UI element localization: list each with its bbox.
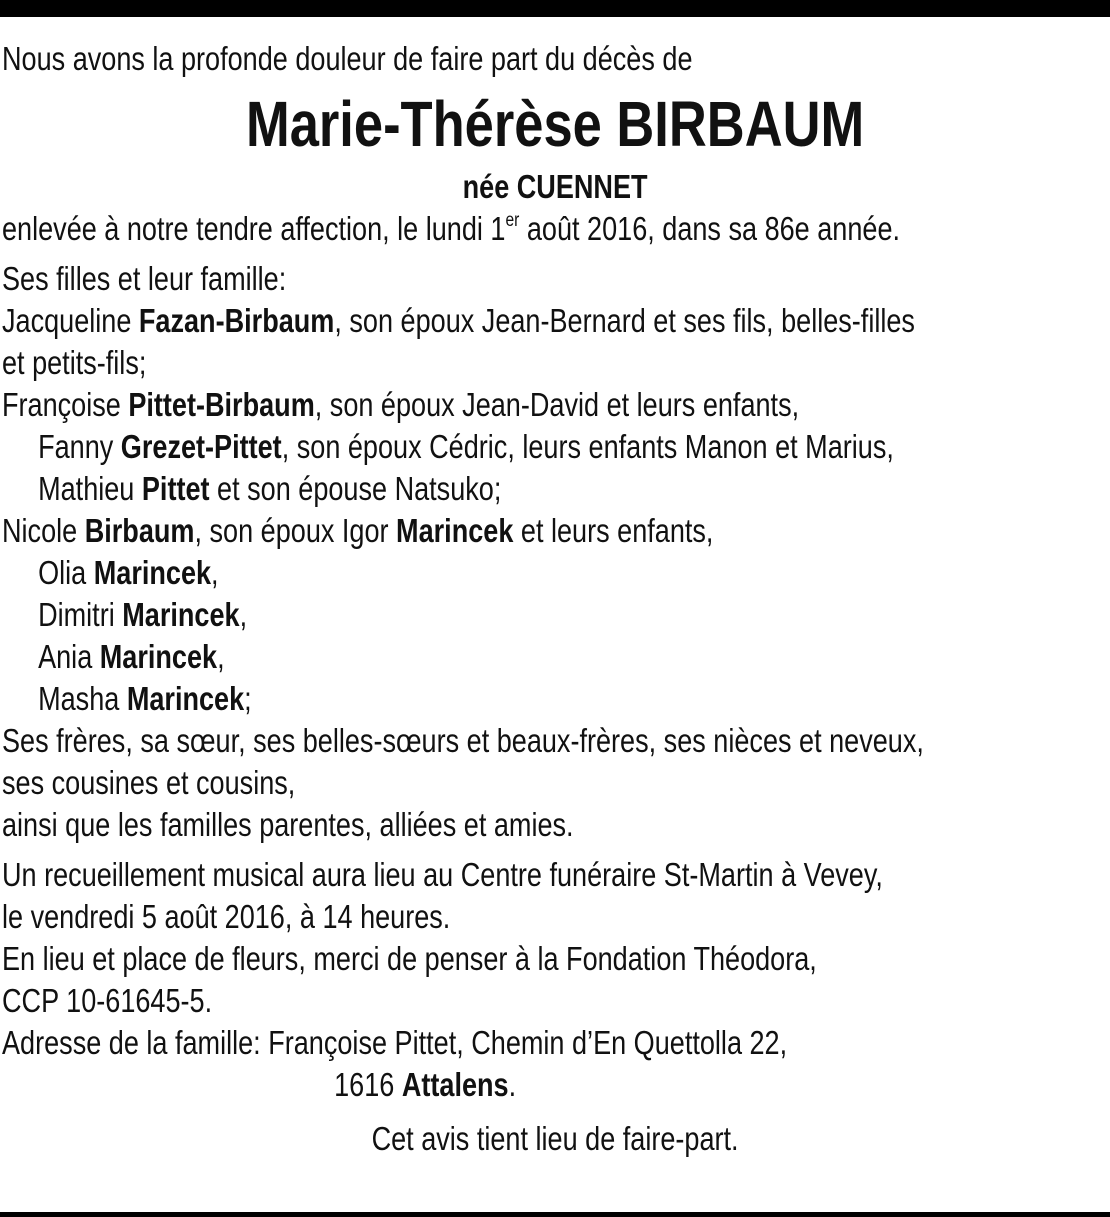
- passing-text: enlevée à notre tendre affection, le lundi 1: [2, 210, 506, 247]
- surname: Marincek: [93, 554, 212, 591]
- family-line: [2, 510, 1108, 552]
- given-name: Masha: [38, 680, 127, 717]
- family-text: et son épouse Natsuko;: [209, 470, 502, 507]
- family-text: , son époux Jean-David et leurs enfants,: [314, 386, 800, 423]
- family-line: [2, 678, 1108, 720]
- family-line: ses cousines et cousins,: [2, 764, 296, 801]
- family-text: , son époux Jean-Bernard et ses fils, belles-filles: [334, 302, 915, 339]
- punctuation: ,: [217, 638, 225, 675]
- locality: Attalens: [401, 1066, 509, 1103]
- family-line: [2, 594, 1108, 636]
- surname: Fazan-Birbaum: [138, 302, 335, 339]
- ceremony-line: Un recueillement musical aura lieu au Centre funéraire St-Martin à Vevey,: [2, 856, 883, 893]
- given-name: Ania: [38, 638, 100, 675]
- family-line: ainsi que les familles parentes, alliées et amies.: [2, 806, 574, 843]
- family-line: [2, 468, 1108, 510]
- surname: Grezet-Pittet: [120, 428, 282, 465]
- top-rule: [0, 0, 1110, 17]
- surname: Pittet: [141, 470, 210, 507]
- family-line: [2, 636, 1108, 678]
- family-line: [2, 552, 1108, 594]
- family-text: , son époux Igor: [194, 512, 397, 549]
- bottom-rule: [0, 1212, 1110, 1217]
- family-line: [2, 426, 1108, 468]
- surname: Marincek: [99, 638, 218, 675]
- maiden-name: née CUENNET: [462, 168, 648, 205]
- notice-body: [2, 38, 924, 1160]
- family-line: et petits-fils;: [2, 344, 147, 381]
- given-name: Mathieu: [38, 470, 142, 507]
- given-name: Nicole: [2, 512, 85, 549]
- punctuation: .: [508, 1066, 517, 1103]
- donation-line: En lieu et place de fleurs, merci de penser à la Fondation Théodora,: [2, 940, 817, 977]
- given-name: Olia: [38, 554, 94, 591]
- passing-line: [2, 208, 1108, 250]
- family-line: Ses frères, sa sœur, ses belles-sœurs et beaux-frères, ses nièces et neveux,: [2, 722, 924, 759]
- punctuation: ;: [244, 680, 252, 717]
- punctuation: ,: [239, 596, 248, 633]
- given-name: Dimitri: [38, 596, 123, 633]
- surname: Birbaum: [84, 512, 195, 549]
- family-heading: Ses filles et leur famille:: [2, 260, 287, 297]
- family-address: Adresse de la famille: Françoise Pittet, Chemin d’En Quettolla 22,: [2, 1024, 788, 1061]
- given-name: Fanny: [38, 428, 121, 465]
- family-text: et leurs enfants,: [513, 512, 714, 549]
- surname: Marincek: [126, 680, 245, 717]
- deceased-name: Marie-Thérèse BIRBAUM: [245, 88, 865, 160]
- intro-line: Nous avons la profonde douleur de faire part du décès de: [2, 40, 693, 77]
- family-text: , son époux Cédric, leurs enfants Manon et Marius,: [281, 428, 894, 465]
- surname: Pittet-Birbaum: [128, 386, 315, 423]
- ceremony-line: le vendredi 5 août 2016, à 14 heures.: [2, 898, 451, 935]
- postal-code: 1616: [334, 1066, 402, 1103]
- closing-line: Cet avis tient lieu de faire-part.: [371, 1120, 739, 1157]
- family-address-locality: [2, 1064, 1108, 1106]
- donation-account: CCP 10-61645-5.: [2, 982, 213, 1019]
- given-name: Jacqueline: [2, 302, 139, 339]
- surname: Marincek: [396, 512, 514, 549]
- family-line: [2, 384, 1108, 426]
- surname: Marincek: [122, 596, 240, 633]
- passing-text-end: août 2016, dans sa 86e année.: [519, 210, 901, 247]
- ordinal-suffix: er: [505, 210, 520, 231]
- punctuation: ,: [211, 554, 219, 591]
- given-name: Françoise: [2, 386, 129, 423]
- family-line: [2, 300, 1108, 342]
